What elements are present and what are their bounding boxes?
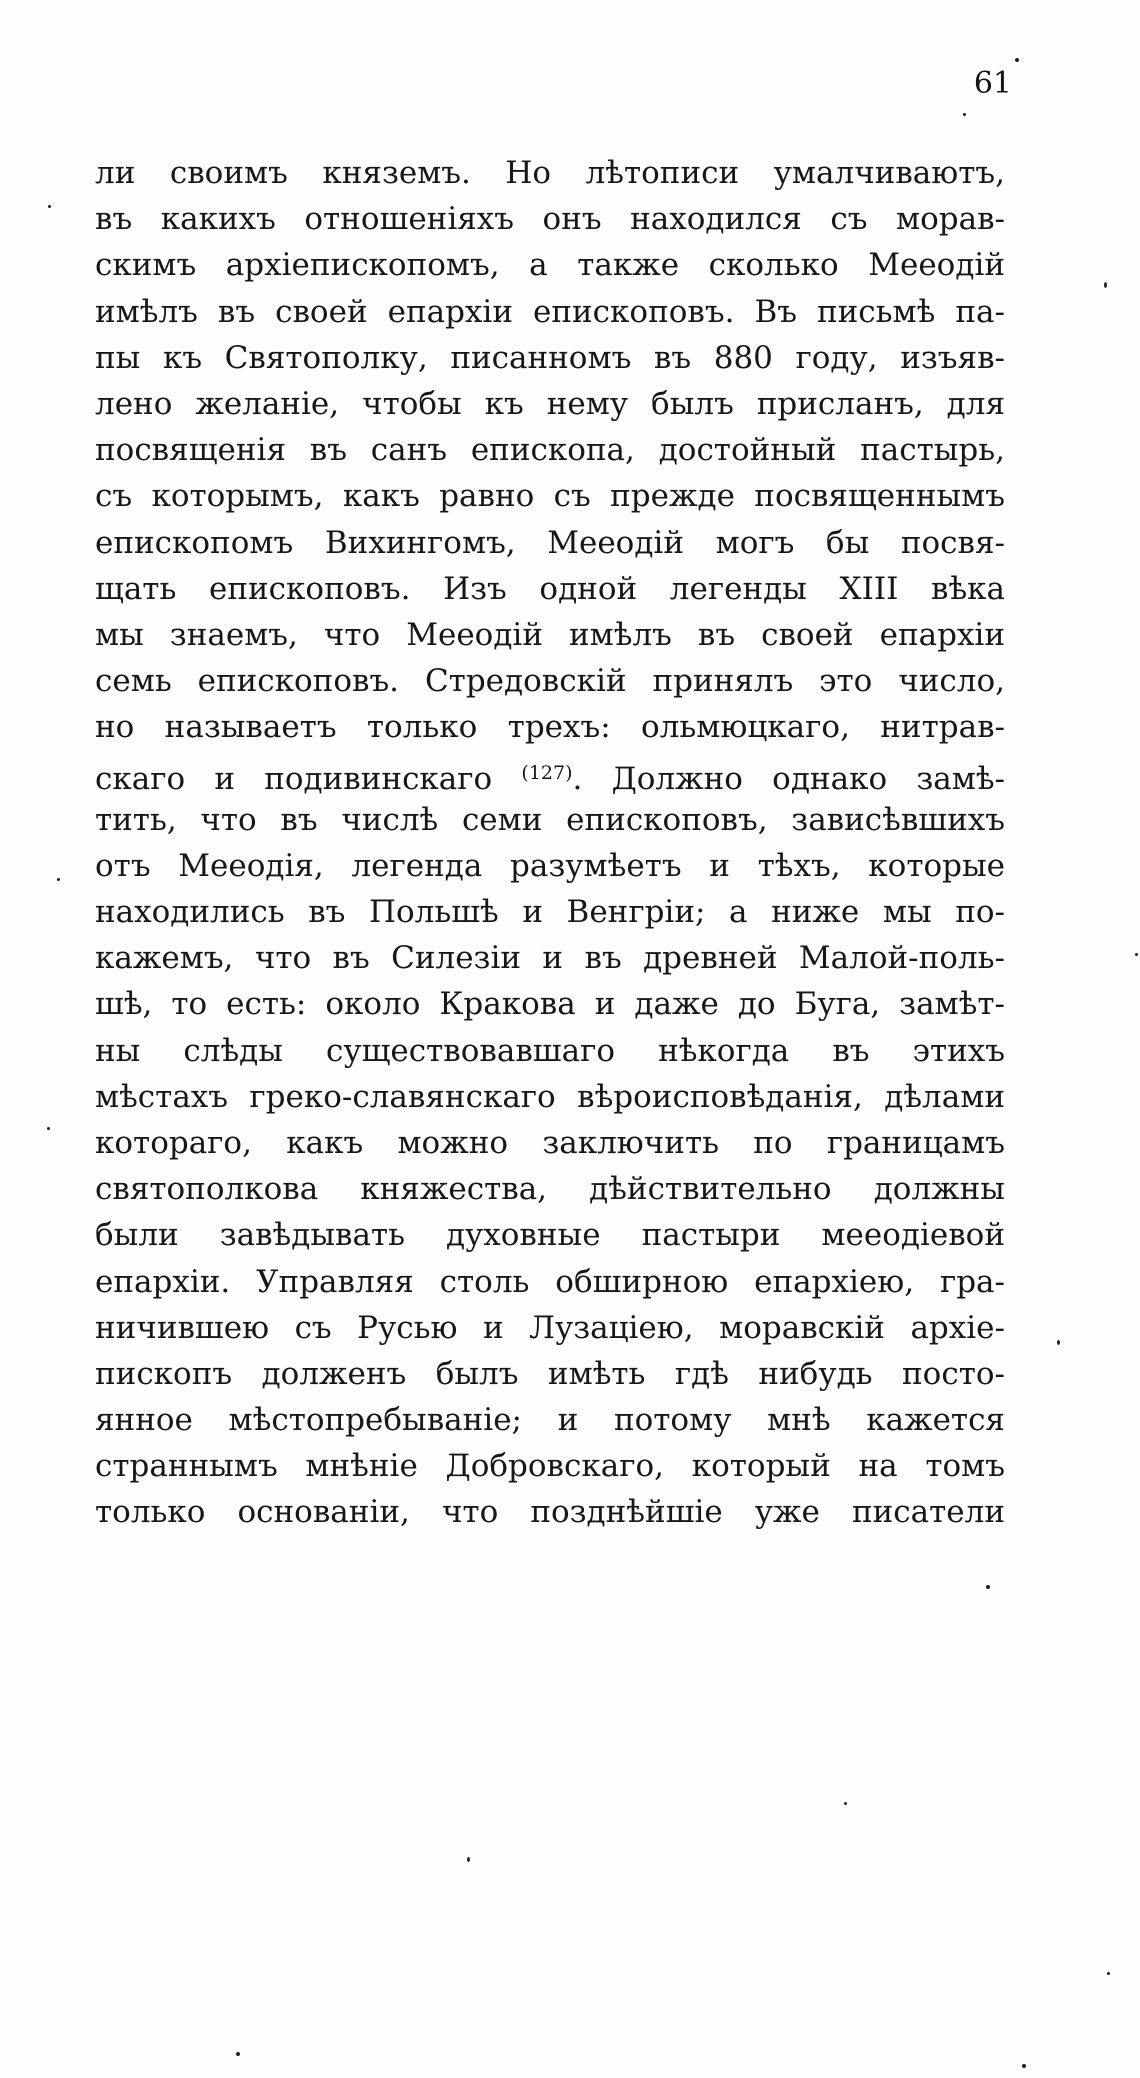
- text-line-with-footnote: [95, 750, 1005, 796]
- text-line: тить, что въ числѣ семи епископовъ, зависѣвшихъ: [95, 801, 1005, 838]
- footnote-reference: (127): [521, 762, 573, 785]
- text-line: кажемъ, что въ Силезіи и въ древней Малой-поль-: [95, 940, 1005, 977]
- text-line: съ которымъ, какъ равно съ прежде посвященнымъ: [95, 478, 1005, 515]
- scan-speck: [236, 2052, 240, 2056]
- text-line: ничившею съ Русью и Лузаціею, моравскій архіе-: [95, 1309, 1005, 1346]
- line-start: скаго и подивинскаго: [95, 761, 493, 797]
- scan-speck: [986, 1585, 990, 1589]
- text-line: семь епископовъ. Стредовскій принялъ это число,: [95, 663, 1005, 700]
- text-line: янное мѣстопребываніе; и потому мнѣ кажется: [95, 1402, 1005, 1439]
- scan-speck: [1107, 1972, 1110, 1975]
- scan-speck: [48, 205, 51, 208]
- text-line: скимъ архіепископомъ, а также сколько Мееодій: [95, 247, 1005, 284]
- text-line: отъ Мееодія, легенда разумѣетъ и тѣхъ, которые: [95, 847, 1005, 884]
- scan-speck: [963, 113, 966, 116]
- scan-speck: [1135, 953, 1138, 956]
- text-line: въ какихъ отношеніяхъ онъ находился съ морав-: [95, 201, 1005, 238]
- text-line: щать епископовъ. Изъ одной легенды XIII вѣка: [95, 570, 1005, 607]
- text-line: ны слѣды существовавшаго нѣкогда въ этихъ: [95, 1032, 1005, 1069]
- text-line: епархіи. Управляя столь обширною епархіею, гра-: [95, 1263, 1005, 1300]
- scan-speck: [47, 1127, 50, 1130]
- text-line: шѣ, то есть: около Кракова и даже до Буга, замѣт-: [95, 986, 1005, 1023]
- scan-speck: [1057, 1340, 1060, 1345]
- text-line: лено желаніе, чтобы къ нему былъ присланъ, для: [95, 385, 1005, 422]
- text-line: посвященія въ санъ епископа, достойный пастырь,: [95, 432, 1005, 469]
- text-line: страннымъ мнѣніе Добровскаго, который на томъ: [95, 1448, 1005, 1485]
- text-line: пископъ долженъ былъ имѣть гдѣ нибудь посто-: [95, 1355, 1005, 1392]
- text-line: были завѣдывать духовные пастыри мееодіевой: [95, 1217, 1005, 1254]
- text-line: мѣстахъ греко-славянскаго вѣроисповѣданія, дѣлами: [95, 1078, 1005, 1115]
- scan-speck: [1104, 282, 1107, 288]
- scan-speck: [1015, 58, 1019, 62]
- text-line: котораго, какъ можно заключить по границамъ: [95, 1124, 1005, 1161]
- body-text: [95, 150, 1005, 1536]
- text-line: ли своимъ княземъ. Но лѣтописи умалчиваютъ,: [95, 155, 1005, 191]
- scan-speck: [1022, 2064, 1026, 2068]
- text-line: святополкова княжества, дѣйствительно должны: [95, 1171, 1005, 1208]
- text-line: только основаніи, что позднѣйшіе уже писатели: [95, 1494, 1005, 1531]
- text-line: пы къ Святополку, писанномъ въ 880 году, изъяв-: [95, 339, 1005, 376]
- text-line: находились въ Польшѣ и Венгріи; а ниже мы по-: [95, 894, 1005, 930]
- line-end: . Должно однако замѣ-: [572, 761, 1005, 797]
- text-line: мы знаемъ, что Мееодій имѣлъ въ своей епархіи: [95, 616, 1005, 653]
- scan-speck: [467, 1857, 470, 1862]
- text-line: но называетъ только трехъ: ольмюцкаго, нитрав-: [95, 709, 1005, 746]
- scan-speck: [57, 878, 60, 881]
- text-line: епископомъ Вихингомъ, Мееодій могъ бы посвя-: [95, 524, 1005, 561]
- text-line: имѣлъ въ своей епархіи епископовъ. Въ письмѣ па-: [95, 293, 1005, 330]
- scan-speck: [844, 1802, 847, 1805]
- page-number: 61: [973, 66, 1012, 101]
